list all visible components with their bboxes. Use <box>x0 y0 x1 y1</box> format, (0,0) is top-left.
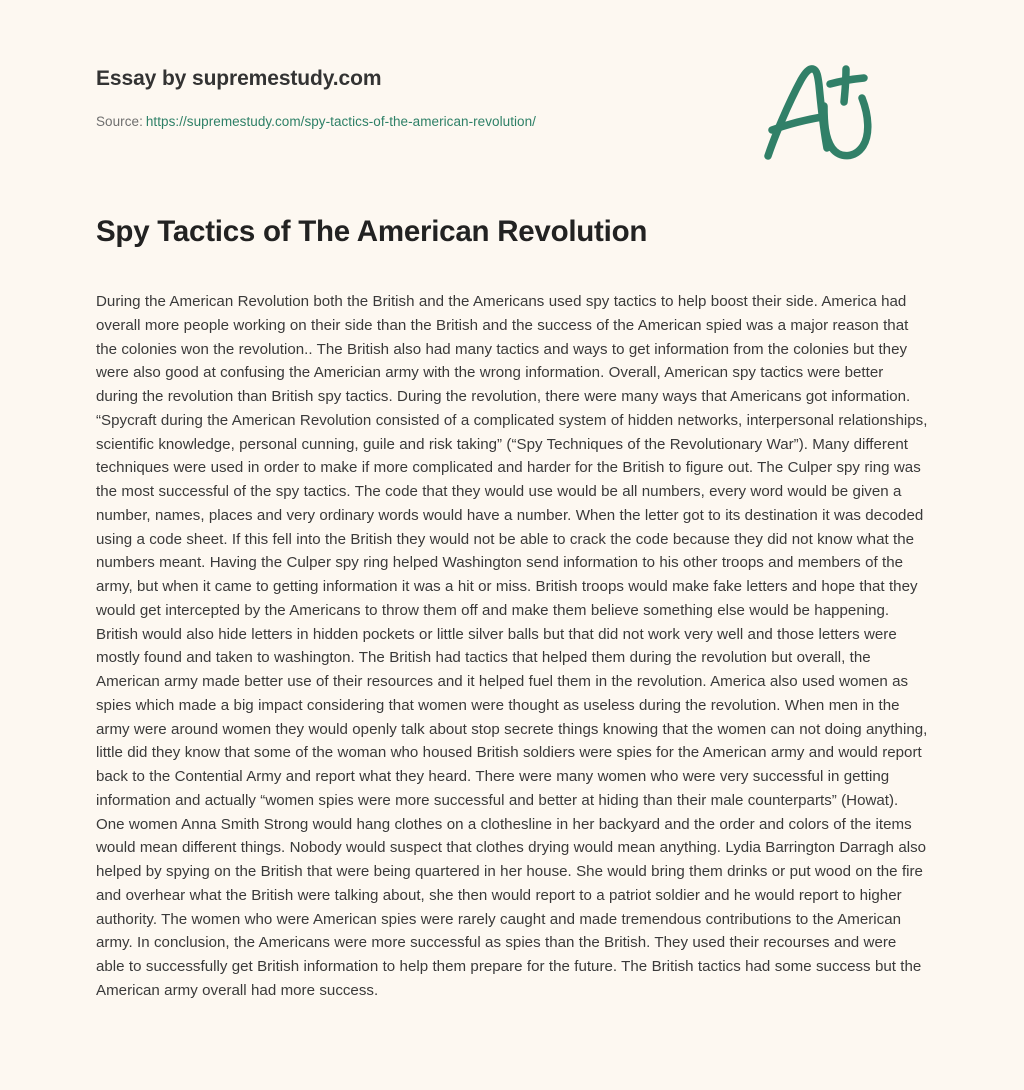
page-header <box>96 0 928 130</box>
page-title: Spy Tactics of The American Revolution <box>96 215 648 248</box>
source-label: Source: <box>96 114 143 129</box>
essay-byline: Essay by supremestudy.com <box>96 67 382 90</box>
source-url-link[interactable]: https://supremestudy.com/spy-tactics-of-the-american-revolution/ <box>145 114 536 129</box>
essay-paragraph: During the American Revolution both the British and the Americans used spy tactics to help boost their side. America had overall more people working on their side than the British and the success of the American spied was a major reason that the colonies won the revolution.. The British also had many tactics and ways to get information from the colonies but they were also good at confusing the Americian army with the wrong information. Overall, American spy tactics were better during the revolution than British spy tactics. During the revolution, there were many ways that Americans got information. “Spycraft during the American Revolution consisted of a complicated system of hidden networks, interpersonal relationships, scientific knowledge, personal cunning, guile and risk taking” (“Spy Techniques of the Revolutionary War”). Many different techniques were used in order to make if more complicated and harder for the British to figure out. The Culper spy ring was the most successful of the spy tactics. The code that they would use would be all numbers, every word would be given a number, names, places and very ordinary words would have a number. When the letter got to its destination it was decoded using a code sheet. If this fell into the British they would not be able to crack the code because they did not know what the numbers meant. Having the Culper spy ring helped Washington send information to his other troops and members of the army, but when it came to getting information it was a hit or miss. British troops would make fake letters and hope that they would get intercepted by the Americans to throw them off and make them believe something else would be happening. British would also hide letters in hidden pockets or little silver balls but that did not work very well and those letters were mostly found and taken to washington. The British had tactics that helped them during the revolution but overall, the American army made better use of their resources and it helped fuel them in the revolution. America also used women as spies which made a big impact considering that women were thought as useless during the revolution. When men in the army were around women they would openly talk about stop secrete things knowing that the women can not doing anything, little did they know that some of the woman who housed British soldiers were spies for the American army and would report back to the Contential Army and report what they heard. There were many women who were very successful in getting information and actually “women spies were more successful and better at hiding than their male counterparts” (Howat). One women Anna Smith Strong would hang clothes on a clothesline in her backyard and the order and colors of the items would mean different things. Nobody would suspect that clothes drying would mean anything. Lydia Barrington Darragh also helped by spying on the British that were being quartered in her house. She would bring them drinks or put wood on the fire and overhear what the British were talking about, she then would report to a patriot soldier and he would report to higher authority. The women who were American spies were rarely caught and made tremendous contributions to the American army. In conclusion, the Americans were more successful as spies than the British. They used their recourses and were able to successfully get British information to help them prepare for the future. The British tactics had some success but the American army overall had more success. <box>96 293 928 999</box>
essay-body <box>96 290 928 1003</box>
source-line <box>96 113 928 131</box>
